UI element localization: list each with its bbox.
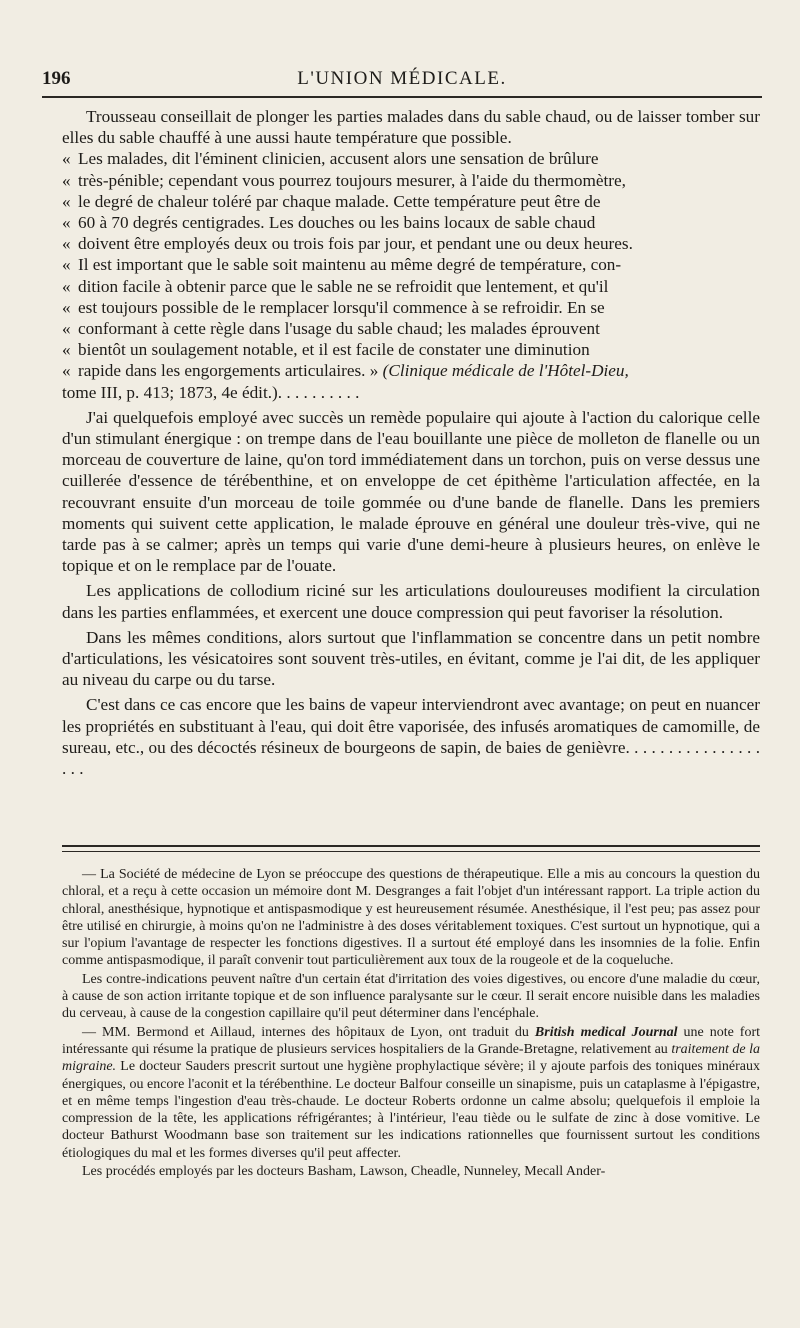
quote-line: « Les malades, dit l'éminent clinicien, accusent alors une sensation de brûlure — [62, 149, 599, 169]
news-notes — [62, 866, 760, 1180]
paragraph-bains-vapeur: C'est dans ce cas encore que les bains de vapeur interviendront avec avantage; on peut en nuancer les propriétés en substituant à l'eau, qui doit être vaporisée, des infusés aromatiques de camomille, de sureau, etc., ou des décoctés résineux de bourgeons de sapin, de baies de genièvre. . . . . . . . . . . . . . . . . . . — [62, 695, 760, 779]
page-header — [42, 64, 762, 98]
quote-line: « 60 à 70 degrés centigrades. Les douches ou les bains locaux de sable chaud — [62, 213, 596, 233]
quote-line: « très-pénible; cependant vous pourrez toujours mesurer, à l'aide du thermomètre, — [62, 170, 626, 190]
main-text — [62, 106, 760, 779]
section-divider — [62, 845, 760, 847]
note-chloral: — La Société de médecine de Lyon se préoccupe des questions de thérapeutique. Elle a mis au concours la question du chloral, et a reçu à cette occasion un mémoire dont M. Desgranges a fait l'objet d'un intéressant rapport. La triple action du chloral, anesthésique, hypnotique et antispasmodique y est heureusement résumée. Anesthésique, il l'est peu; pas assez pour être utilisé en chirurgie, à moins qu'on ne l'administre à des doses véritablement toxiques. C'est surtout un hypnotique, qui a sur l'opium l'avantage de respecter les fonctions digestives. Il a surtout été employé dans les insomnies de la folie. Enfin comme antispasmodique, il paraît convenir tout particulièrement aux toux de la rougeole et de la coqueluche. — [62, 867, 760, 969]
paragraph-vesicatoires: Dans les mêmes conditions, alors surtout que l'inflammation se concentre dans un petit nombre d'articulations, les vésicatoires sont souvent très-utiles, en évitant, comme je l'ai dit, de les appliquer au niveau du carpe ou du tarse. — [62, 627, 760, 690]
section-divider-thin — [62, 851, 760, 852]
quote-line: « est toujours possible de le remplacer lorsqu'il commence à se refroidir. En se — [62, 297, 605, 317]
note-procedes: Les procédés employés par les docteurs Basham, Lawson, Cheadle, Nunneley, Mecall Ander- — [82, 1164, 606, 1180]
citation-title: (Clinique médicale de l'Hôtel-Dieu, — [382, 361, 629, 381]
quote-line: « bientôt un soulagement notable, et il est facile de constater une diminution — [62, 340, 590, 360]
quote-line: « conformant à cette règle dans l'usage du sable chaud; les malades éprouvent — [62, 319, 600, 339]
quote-line: « doivent être employés deux ou trois fois par jour, et pendant une ou deux heures. — [62, 234, 633, 254]
migraine-topic: traitement de la migraine. — [62, 1041, 760, 1075]
quote-line: « Il est important que le sable soit maintenu au même degré de température, con- — [62, 255, 622, 275]
quote-line: « le degré de chaleur toléré par chaque malade. Cette température peut être de — [62, 191, 601, 211]
running-title: L'UNION MÉDICALE. — [297, 68, 507, 89]
paragraph-trousseau: Trousseau conseillait de plonger les parties malades dans du sable chaud, ou de laisser tomber sur elles du sable chauffé à une aussi haute température que possible. — [62, 107, 760, 148]
quote-line: « dition facile à obtenir parce que le sable ne se refroidit que lentement, et qu'il — [62, 276, 609, 296]
page-number: 196 — [42, 68, 71, 89]
quote-line-final: « rapide dans les engorgements articulaires. » (Clinique médicale de l'Hôtel-Dieu, — [62, 361, 629, 381]
note-migraine: — MM. Bermond et Aillaud, internes des hôpitaux de Lyon, ont traduit du British medical Journal une note fort intéressante qui résume la pratique de plusieurs services hospitaliers de la Grande-Bretagne, relativement au traitement de la migraine. Le docteur Sauders prescrit surtout une hygiène prophylactique sévère; il y ajoute parfois des toniques minéraux énergiques, ou encore l'aconit et la térébenthine. Le docteur Balfour conseille un sinapisme, puis un cataplasme à l'épigastre, et en même temps l'ingestion d'eau très-chaude. Le docteur Roberts ordonne un calme absolu; quelquefois il emploie la compression de la tête, les applications réfrigérantes; à l'intérieur, l'eau tiède ou le sulfate de zinc à dose vomitive. Le docteur Bathurst Woodmann base son traitement sur les indications rationnelles que fournissent surtout les conditions étiologiques du mal et les formes diverses qu'il peut affecter. — [62, 1024, 761, 1161]
paragraph-collodium: Les applications de collodium riciné sur les articulations douloureuses modifient la circulation dans les parties enflammées, et exercent une douce compression qui peut favoriser la résolution. — [62, 581, 760, 622]
paragraph-remede: J'ai quelquefois employé avec succès un remède populaire qui ajoute à l'action du calorique celle d'un stimulant énergique : on trempe dans de l'eau bouillante une pièce de molleton de flanelle ou un morceau de couverture de laine, qu'on tord immédiatement dans un torchon, puis on verse dessus une cuillerée d'essence de térébenthine, et on enveloppe de cet épithème l'articulation affectée, en la recouvrant ensuite d'un morceau de toile gommée ou d'une bande de flanelle. Dans les premiers moments qui suivent cette application, le malade éprouve en général une douleur très-vive, qui ne tarde pas à se calmer; après un temps qui varie d'une demi-heure à plusieurs heures, on enlève le topique et on le remplace par de l'ouate. — [62, 407, 760, 576]
journal-title: British medical Journal — [534, 1024, 678, 1040]
note-contre-indications: Les contre-indications peuvent naître d'un certain état d'irritation des voies digestives, ou encore d'une maladie du cœur, à cause de son action irritante topique et de son influence paralysante sur le cœur. Il serait encore nuisible dans les maladies du cerveau, à cause de la congestion capillaire qu'il peut déterminer dans l'encéphale. — [62, 971, 760, 1022]
citation-tail: tome III, p. 413; 1873, 4e édit.). . . . . . . . . . — [62, 382, 360, 402]
